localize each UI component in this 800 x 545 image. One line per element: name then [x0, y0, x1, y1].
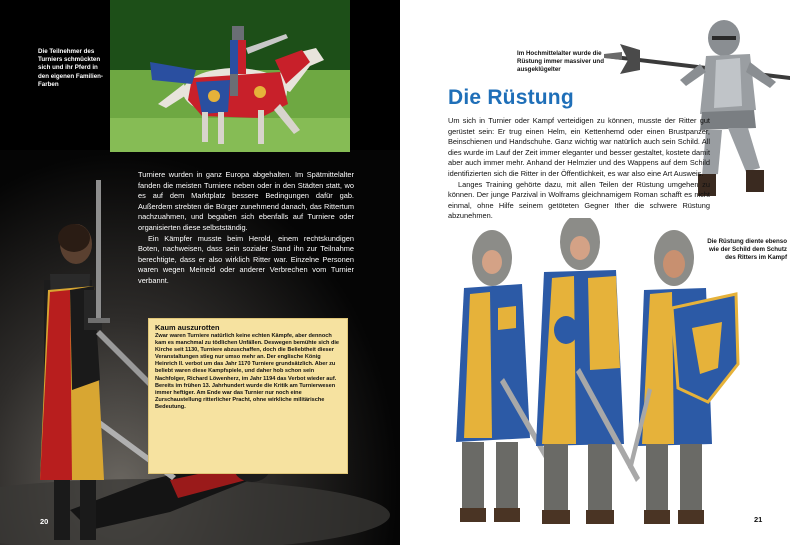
right-page — [400, 0, 800, 545]
three-knights-photo — [440, 218, 740, 530]
info-box — [148, 318, 348, 474]
page-number-right: 21 — [754, 515, 763, 524]
left-paragraph-1: Turniere wurden in ganz Europa abgehalten. Im Spätmittelalter fanden die meisten Turniere neben oder in den Städten statt, wo es auf dem Marktplatz bessere Bedingungen dafür gab. Außerdem strebten die Bürger zunehmend danach, das Rittertum nachzuahmen, und begaben sich ebenfalls auf Turniere oder organisierten diese selbstständig. — [138, 170, 354, 232]
armor-caption-top: Im Hochmittelalter wurde die Rüstung immer massiver und ausgeklügelter — [517, 50, 604, 74]
right-paragraph-1: Um sich in Turnier oder Kampf verteidigen zu können, musste der Ritter gut gerüstet sein: Er trug einen Helm, ein Kettenhemd oder einen Brustpanzer, Beinschienen und Handschuhe. Ganz wichtig war natürlich auch sein Schild. All dies wurde im Lauf der Zeit immer eleganter und besser gestaltet, kostete damit aber auch immer mehr. Anhand der Helmzier und des Wappens auf dem Schild identifizierten sich die Ritter in der Öffentlichkeit, es war also eine Art Ausweis. — [448, 116, 710, 178]
info-box-title: Kaum auszurotten — [155, 323, 220, 332]
page-number-left: 20 — [40, 517, 49, 526]
right-paragraph-2: Langes Training gehörte dazu, mit allen Teilen der Rüstung umgehen zu können. Der junge Parzival in Wolframs gleichnamigem Roman schafft es nicht einmal, ohne Hilfe seinem getöteten Gegner Ither die schwere Rüstung abzunehmen. — [448, 179, 710, 221]
armor-caption-side: Die Rüstung diente ebenso wie der Schild dem Schutz des Ritters im Kampf — [707, 238, 787, 262]
left-paragraph-2: Ein Kämpfer musste beim Herold, einem rechtskundigen Boten, nachweisen, dass sein sozialer Stand ihn zur Teilnahme berechtigte, dass er also wirklich Ritter war. Einzelne Personen waren wegen Meineid oder anderer Verbrechen vom Turnier verbannt. — [138, 233, 354, 285]
page-title: Die Rüstung — [448, 86, 574, 109]
info-box-paragraph-2: Bereits im frühen 13. Jahrhundert wurde die Kritik am Turnierwesen immer heftiger. Am Ende war das Turnier nur noch eine Zurschaustellung ritterlicher Pracht, ohne wirkliche militärische Bedeutung. — [155, 382, 336, 410]
right-body-text — [448, 116, 710, 222]
info-box-paragraph-1: Zwar waren Turniere natürlich keine echten Kämpfe, aber dennoch kam es manchmal zu tödlichen Unfällen. Deswegen bemühte sich die Kirche seit 1130, Turniere abzuschaffen, doch die Beliebtheit dieser Veranstaltungen stieg nur umso mehr an. Der englische König Heinrich II. verbot um das Jahr 1170 Turniere grundsätzlich. Aber zu beliebt waren diese Kampfspiele, und daher hob schon sein Nachfolger, Richard Löwenherz, im Jahr 1194 das Verbot wieder auf. — [155, 333, 340, 382]
horse-photo-caption: Die Teilnehmer des Turniers schmückten sich und ihr Pferd in den eigenen Familien-Farben — [38, 48, 103, 88]
left-body-text — [138, 170, 354, 287]
jousting-horse-photo — [110, 0, 350, 152]
